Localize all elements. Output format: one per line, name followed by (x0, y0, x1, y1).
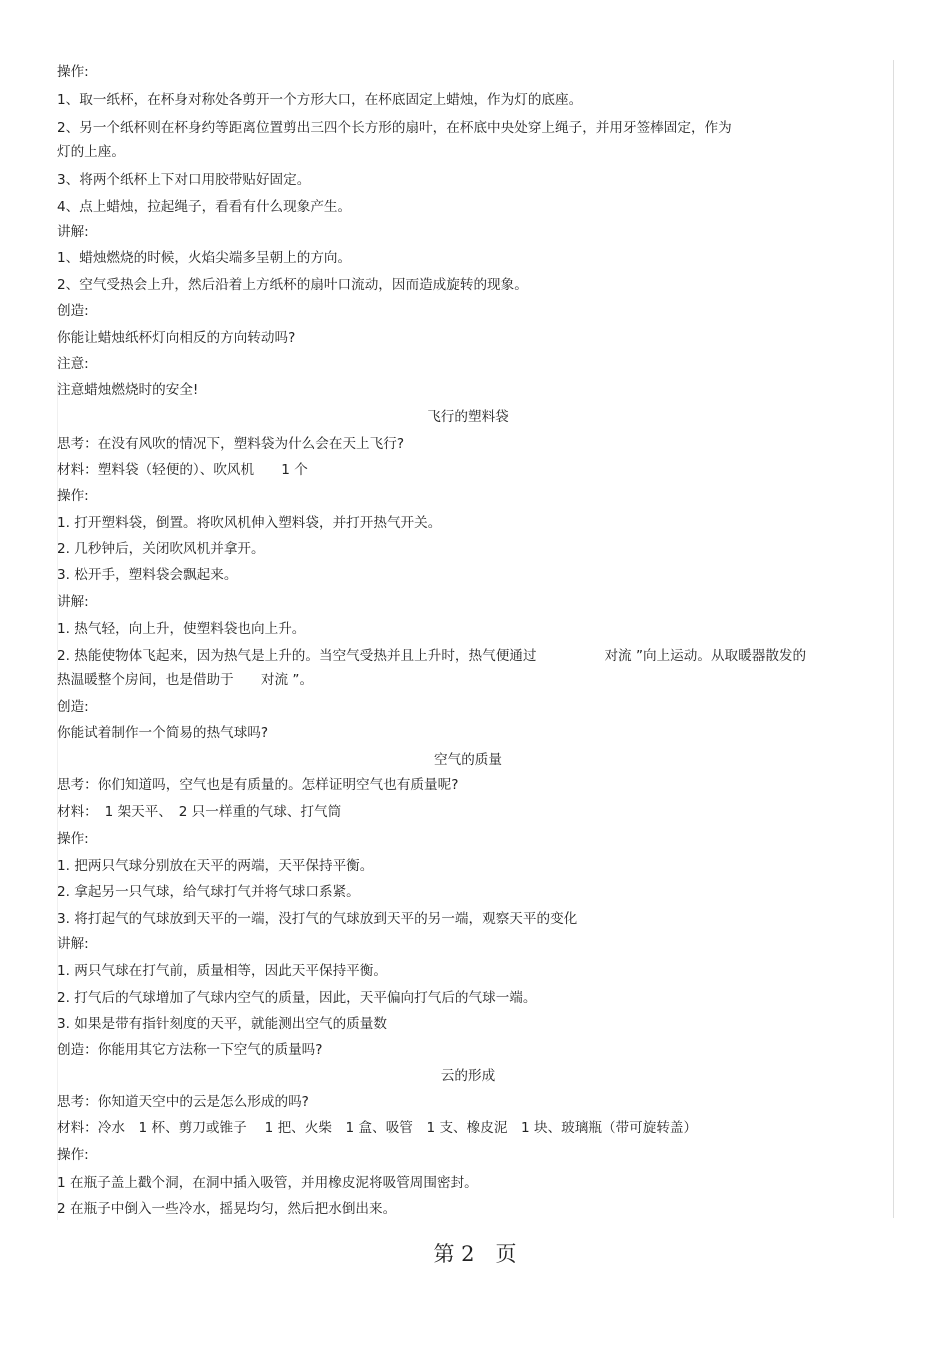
materials-line: 材料：塑料袋（轻便的）、吹风机 1 个 (57, 462, 308, 478)
page-right-border (893, 60, 894, 1218)
create-label: 创造: (57, 303, 89, 319)
note-text: 注意蜡烛燃烧时的安全! (57, 382, 199, 398)
materials-line: 材料： 1 架天平、 2 只一样重的气球、打气筒 (57, 804, 342, 820)
create-text: 你能试着制作一个简易的热气球吗? (57, 725, 269, 741)
page-number: 第 2 页 (433, 1242, 517, 1266)
section-title: 空气的质量 (434, 752, 502, 768)
explain-label: 讲解: (57, 224, 89, 240)
step-line: 1、取一纸杯，在杯身对称处各剪开一个方形大口，在杯底固定上蜡烛，作为灯的底座。 (57, 92, 583, 108)
explain-line: 1. 热气轻，向上升，使塑料袋也向上升。 (57, 621, 306, 637)
step-line: 3. 松开手，塑料袋会飘起来。 (57, 567, 238, 583)
explain-line: 1. 两只气球在打气前，质量相等，因此天平保持平衡。 (57, 963, 387, 979)
step-line: 2. 几秒钟后，关闭吹风机并拿开。 (57, 541, 265, 557)
section-title: 云的形成 (440, 1068, 496, 1084)
explain-line: 3. 如果是带有指针刻度的天平，就能测出空气的质量数 (57, 1016, 387, 1032)
step-line: 3、将两个纸杯上下对口用胶带贴好固定。 (57, 172, 311, 188)
think-line: 思考：你们知道吗，空气也是有质量的。怎样证明空气也有质量呢? (57, 777, 459, 793)
step-line: 4、点上蜡烛，拉起绳子，看看有什么现象产生。 (57, 199, 352, 215)
create-text: 创造：你能用其它方法称一下空气的质量吗? (57, 1042, 323, 1058)
operation-label: 操作: (57, 1147, 89, 1163)
step-line: 1 在瓶子盖上戳个洞，在洞中插入吸管，并用橡皮泥将吸管周围密封。 (57, 1175, 478, 1191)
materials-line: 材料：冷水 1 杯、剪刀或锥子 1 把、火柴 1 盒、吸管 1 支、橡皮泥 1 块、玻璃瓶（带可旋转盖） (57, 1120, 698, 1136)
step-line: 2. 拿起另一只气球，给气球打气并将气球口系紧。 (57, 884, 360, 900)
create-label: 创造: (57, 699, 89, 715)
explain-line: 热温暖整个房间，也是借助于 对流 ”。 (57, 672, 314, 688)
explain-line: 2. 打气后的气球增加了气球内空气的质量，因此，天平偏向打气后的气球一端。 (57, 990, 537, 1006)
step-line: 3. 将打起气的气球放到天平的一端，没打气的气球放到天平的另一端，观察天平的变化 (57, 911, 578, 927)
explain-label: 讲解: (57, 594, 89, 610)
explain-line: 2. 热能使物体飞起来，因为热气是上升的。当空气受热并且上升时，热气便通过 对流 ”向上运动。从取暖器散发的 (57, 648, 807, 664)
think-line: 思考：你知道天空中的云是怎么形成的吗? (57, 1094, 309, 1110)
step-line: 1. 打开塑料袋，倒置。将吹风机伸入塑料袋，并打开热气开关。 (57, 515, 442, 531)
step-line: 1. 把两只气球分别放在天平的两端，天平保持平衡。 (57, 858, 374, 874)
operation-label: 操作: (57, 831, 89, 847)
think-line: 思考：在没有风吹的情况下，塑料袋为什么会在天上飞行? (57, 436, 405, 452)
explain-line: 1、蜡烛燃烧的时候，火焰尖端多呈朝上的方向。 (57, 250, 352, 266)
step-line: 2 在瓶子中倒入一些冷水，摇晃均匀，然后把水倒出来。 (57, 1201, 397, 1217)
section-title: 飞行的塑料袋 (427, 409, 509, 425)
step-line: 灯的上座。 (57, 144, 125, 160)
operation-label: 操作: (57, 488, 89, 504)
explain-label: 讲解: (57, 936, 89, 952)
operation-label: 操作: (57, 64, 89, 80)
note-label: 注意: (57, 356, 89, 372)
create-text: 你能让蜡烛纸杯灯向相反的方向转动吗? (57, 330, 296, 346)
explain-line: 2、空气受热会上升，然后沿着上方纸杯的扇叶口流动，因而造成旋转的现象。 (57, 277, 528, 293)
step-line: 2、另一个纸杯则在杯身约等距离位置剪出三四个长方形的扇叶，在杯底中央处穿上绳子，并用牙签棒固定，作为 (57, 120, 732, 136)
